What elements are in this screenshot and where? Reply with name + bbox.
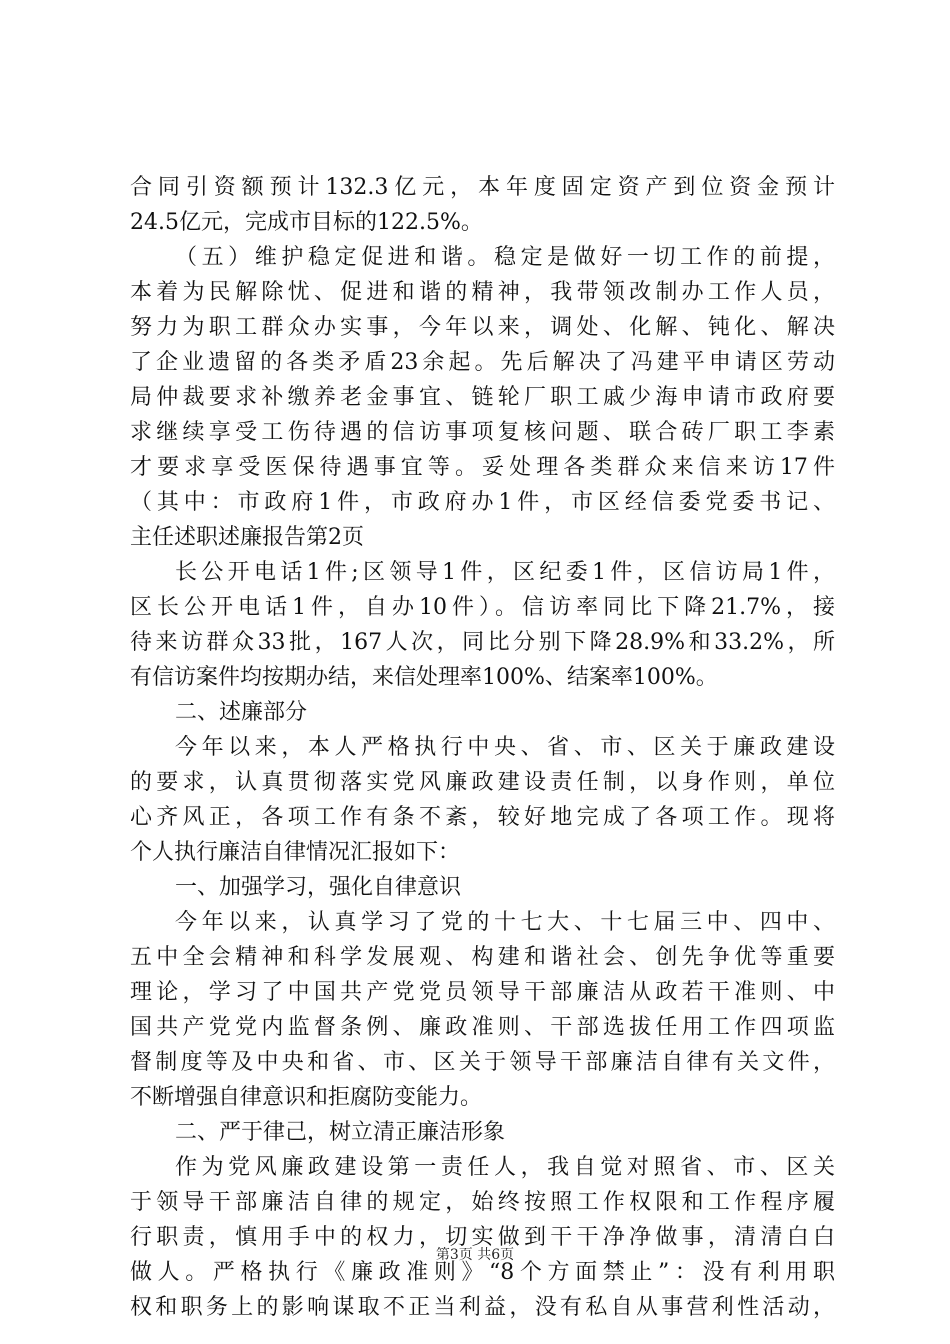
page-footer: 第3页 共6页 bbox=[435, 1247, 515, 1263]
text-line: 行职责，慎用手中的权力，切实做到干干净净做事，清清白白 bbox=[130, 1225, 835, 1250]
text-line: 二、述廉部分 bbox=[175, 700, 308, 725]
text-line: 主任述职述廉报告第2页 bbox=[130, 525, 364, 550]
text-line: 理论，学习了中国共产党党员领导干部廉洁从政若干准则、中 bbox=[130, 980, 835, 1005]
text-line: 有信访案件均按期办结，来信处理率100%、结案率100%。 bbox=[130, 665, 718, 690]
text-line: 长公开电话1件;区领导1件，区纪委1件，区信访局1件， bbox=[175, 560, 835, 585]
text-line: 国共产党党内监督条例、廉政准则、干部选拔任用工作四项监 bbox=[130, 1015, 835, 1040]
text-line: 局仲裁要求补缴养老金事宜、链轮厂职工戚少海申请市政府要 bbox=[130, 385, 835, 410]
text-line: 合同引资额预计132.3亿元，本年度固定资产到位资金预计 bbox=[130, 175, 835, 200]
document-body bbox=[130, 170, 835, 1325]
text-line: 才要求享受医保待遇事宜等。妥处理各类群众来信来访17件 bbox=[130, 455, 835, 480]
text-line: 权和职务上的影响谋取不正当利益，没有私自从事营利性活动， bbox=[130, 1295, 835, 1320]
text-line: 心齐风正，各项工作有条不紊，较好地完成了各项工作。现将 bbox=[130, 805, 835, 830]
text-line: 督制度等及中央和省、市、区关于领导干部廉洁自律有关文件， bbox=[130, 1050, 835, 1075]
text-line: 个人执行廉洁自律情况汇报如下： bbox=[130, 840, 461, 865]
text-line: 一、加强学习，强化自律意识 bbox=[175, 875, 462, 900]
text-line: 五中全会精神和科学发展观、构建和谐社会、创先争优等重要 bbox=[130, 945, 835, 970]
text-line: 不断增强自律意识和拒腐防变能力。 bbox=[130, 1085, 483, 1110]
text-line: 于领导干部廉洁自律的规定，始终按照工作权限和工作程序履 bbox=[130, 1190, 835, 1215]
text-line: 今年以来，本人严格执行中央、省、市、区关于廉政建设 bbox=[175, 735, 835, 760]
text-line: 努力为职工群众办实事，今年以来，调处、化解、钝化、解决 bbox=[130, 315, 835, 340]
text-line: 24.5亿元，完成市目标的122.5%。 bbox=[130, 210, 483, 235]
text-line: （五）维护稳定促进和谐。稳定是做好一切工作的前提， bbox=[175, 245, 835, 270]
text-line: 作为党风廉政建设第一责任人，我自觉对照省、市、区关 bbox=[175, 1155, 835, 1180]
text-line: 的要求，认真贯彻落实党风廉政建设责任制，以身作则，单位 bbox=[130, 770, 835, 795]
text-line: 本着为民解除忧、促进和谐的精神，我带领改制办工作人员， bbox=[130, 280, 835, 305]
text-line: 二、严于律己，树立清正廉洁形象 bbox=[175, 1120, 506, 1145]
text-line: 了企业遗留的各类矛盾23余起。先后解决了冯建平申请区劳动 bbox=[130, 350, 835, 375]
text-line: 今年以来，认真学习了党的十七大、十七届三中、四中、 bbox=[175, 910, 835, 935]
text-line: 区长公开电话1件，自办10件）。信访率同比下降21.7%，接 bbox=[130, 595, 835, 620]
text-line: 待来访群众33批，167人次，同比分别下降28.9%和33.2%，所 bbox=[130, 630, 835, 655]
text-line: 做人。严格执行《廉政准则》“8个方面禁止”：没有利用职 bbox=[130, 1260, 835, 1285]
text-line: 求继续享受工伤待遇的信访事项复核问题、联合砖厂职工李素 bbox=[130, 420, 835, 445]
text-line: （其中：市政府1件，市政府办1件，市区经信委党委书记、 bbox=[130, 490, 835, 515]
